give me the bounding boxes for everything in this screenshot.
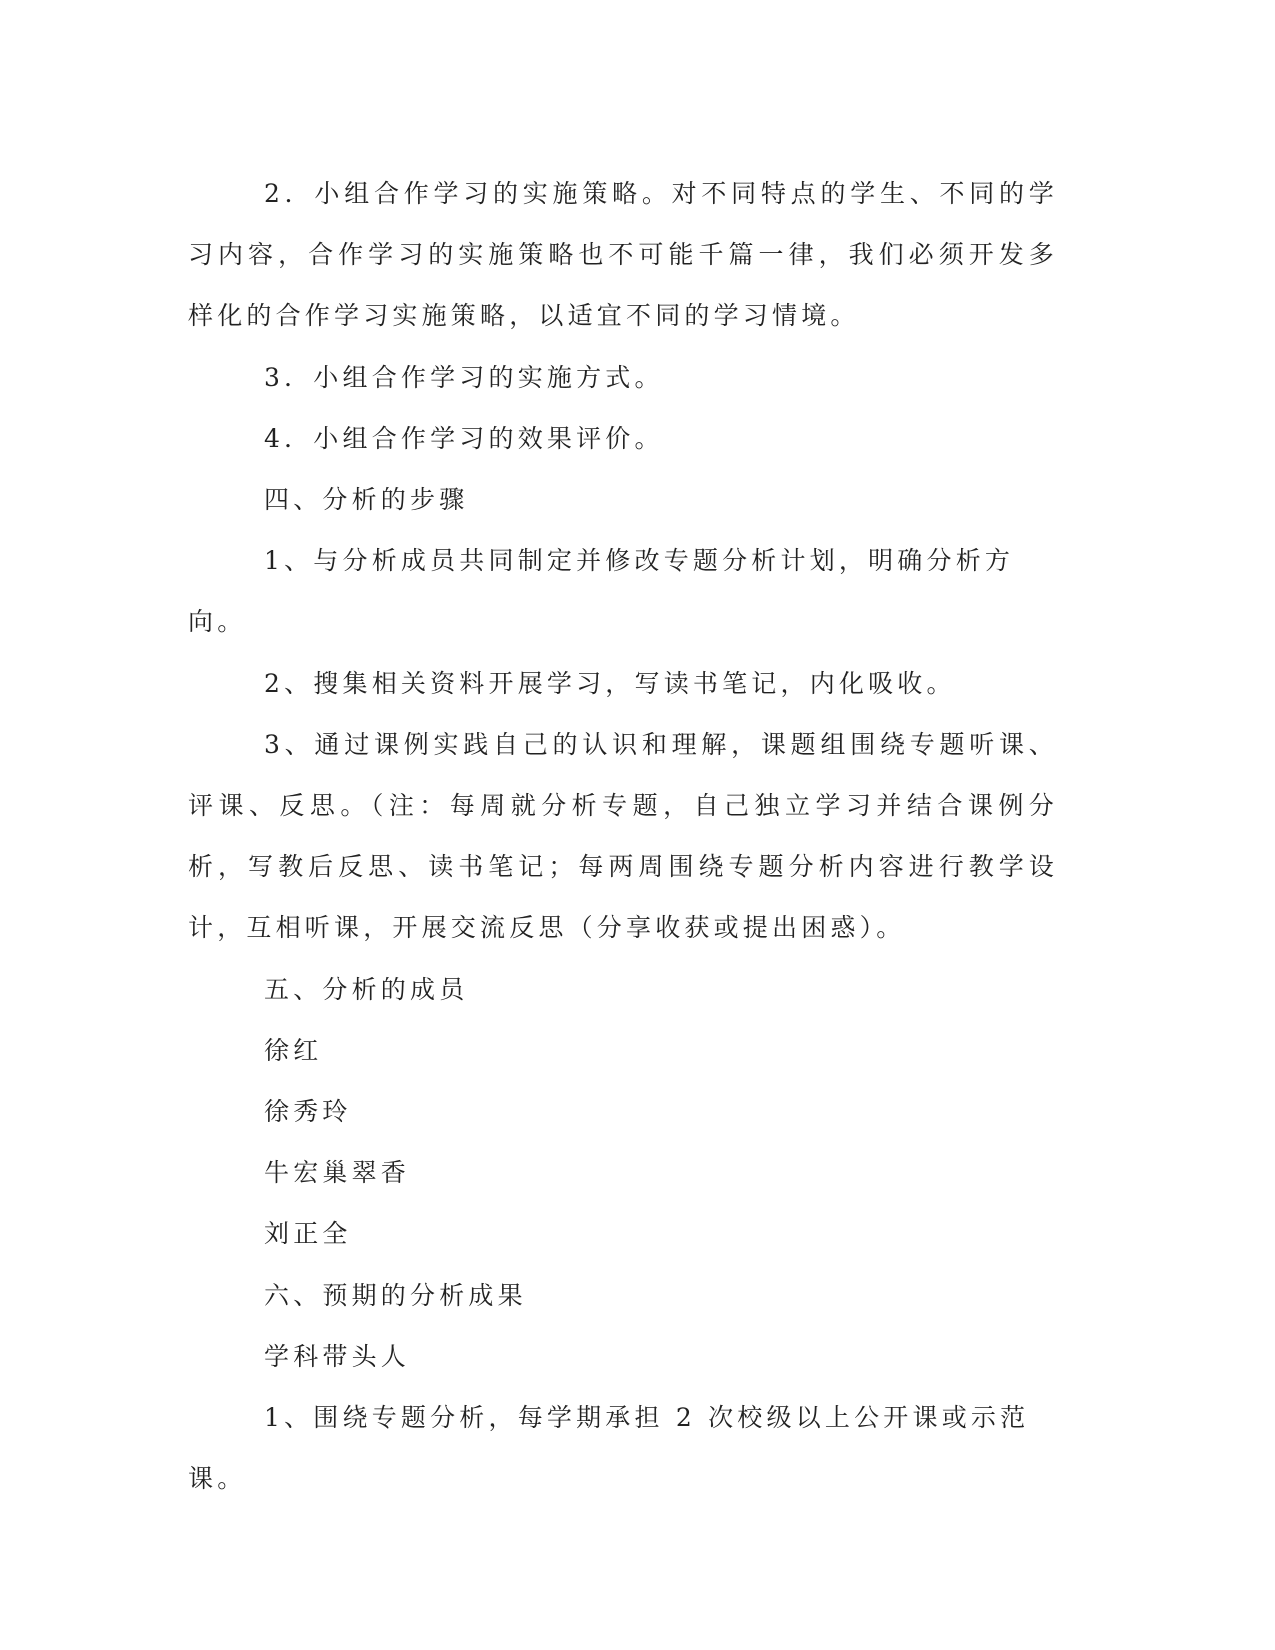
paragraph-strategy: 2．小组合作学习的实施策略。对不同特点的学生、不同的学习内容，合作学习的实施策略也不可能千篇一律，我们必须开发多样化的合作学习实施策略，以适宜不同的学习情境。 bbox=[188, 179, 1058, 331]
outcome-1: 1、围绕专题分析，每学期承担 2 次校级以上公开课或示范课。 bbox=[188, 1403, 1030, 1494]
heading-members: 五、分析的成员 bbox=[264, 974, 469, 1004]
paragraph-method: 3．小组合作学习的实施方式。 bbox=[264, 362, 664, 392]
paragraph-evaluation: 4．小组合作学习的效果评价。 bbox=[264, 423, 664, 453]
member-name: 徐红 bbox=[264, 1035, 323, 1065]
step-2: 2、搜集相关资料开展学习，写读书笔记，内化吸收。 bbox=[264, 668, 956, 698]
heading-outcomes: 六、预期的分析成果 bbox=[264, 1280, 527, 1310]
heading-steps: 四、分析的步骤 bbox=[264, 485, 469, 515]
member-name: 刘正全 bbox=[264, 1219, 352, 1249]
member-name: 徐秀玲 bbox=[264, 1097, 352, 1127]
subheading-subject-leader: 学科带头人 bbox=[264, 1341, 411, 1371]
step-1: 1、与分析成员共同制定并修改专题分析计划，明确分析方向。 bbox=[188, 546, 1015, 637]
member-name: 牛宏巢翠香 bbox=[264, 1158, 411, 1188]
step-3: 3、通过课例实践自己的认识和理解，课题组围绕专题听课、评课、反思。（注：每周就分析专题，自己独立学习并结合课例分析，写教后反思、读书笔记；每两周围绕专题分析内容进行教学设计，互相听课，开展交流反思（分享收获或提出困惑）。 bbox=[188, 729, 1058, 943]
document-body bbox=[188, 163, 1058, 1509]
